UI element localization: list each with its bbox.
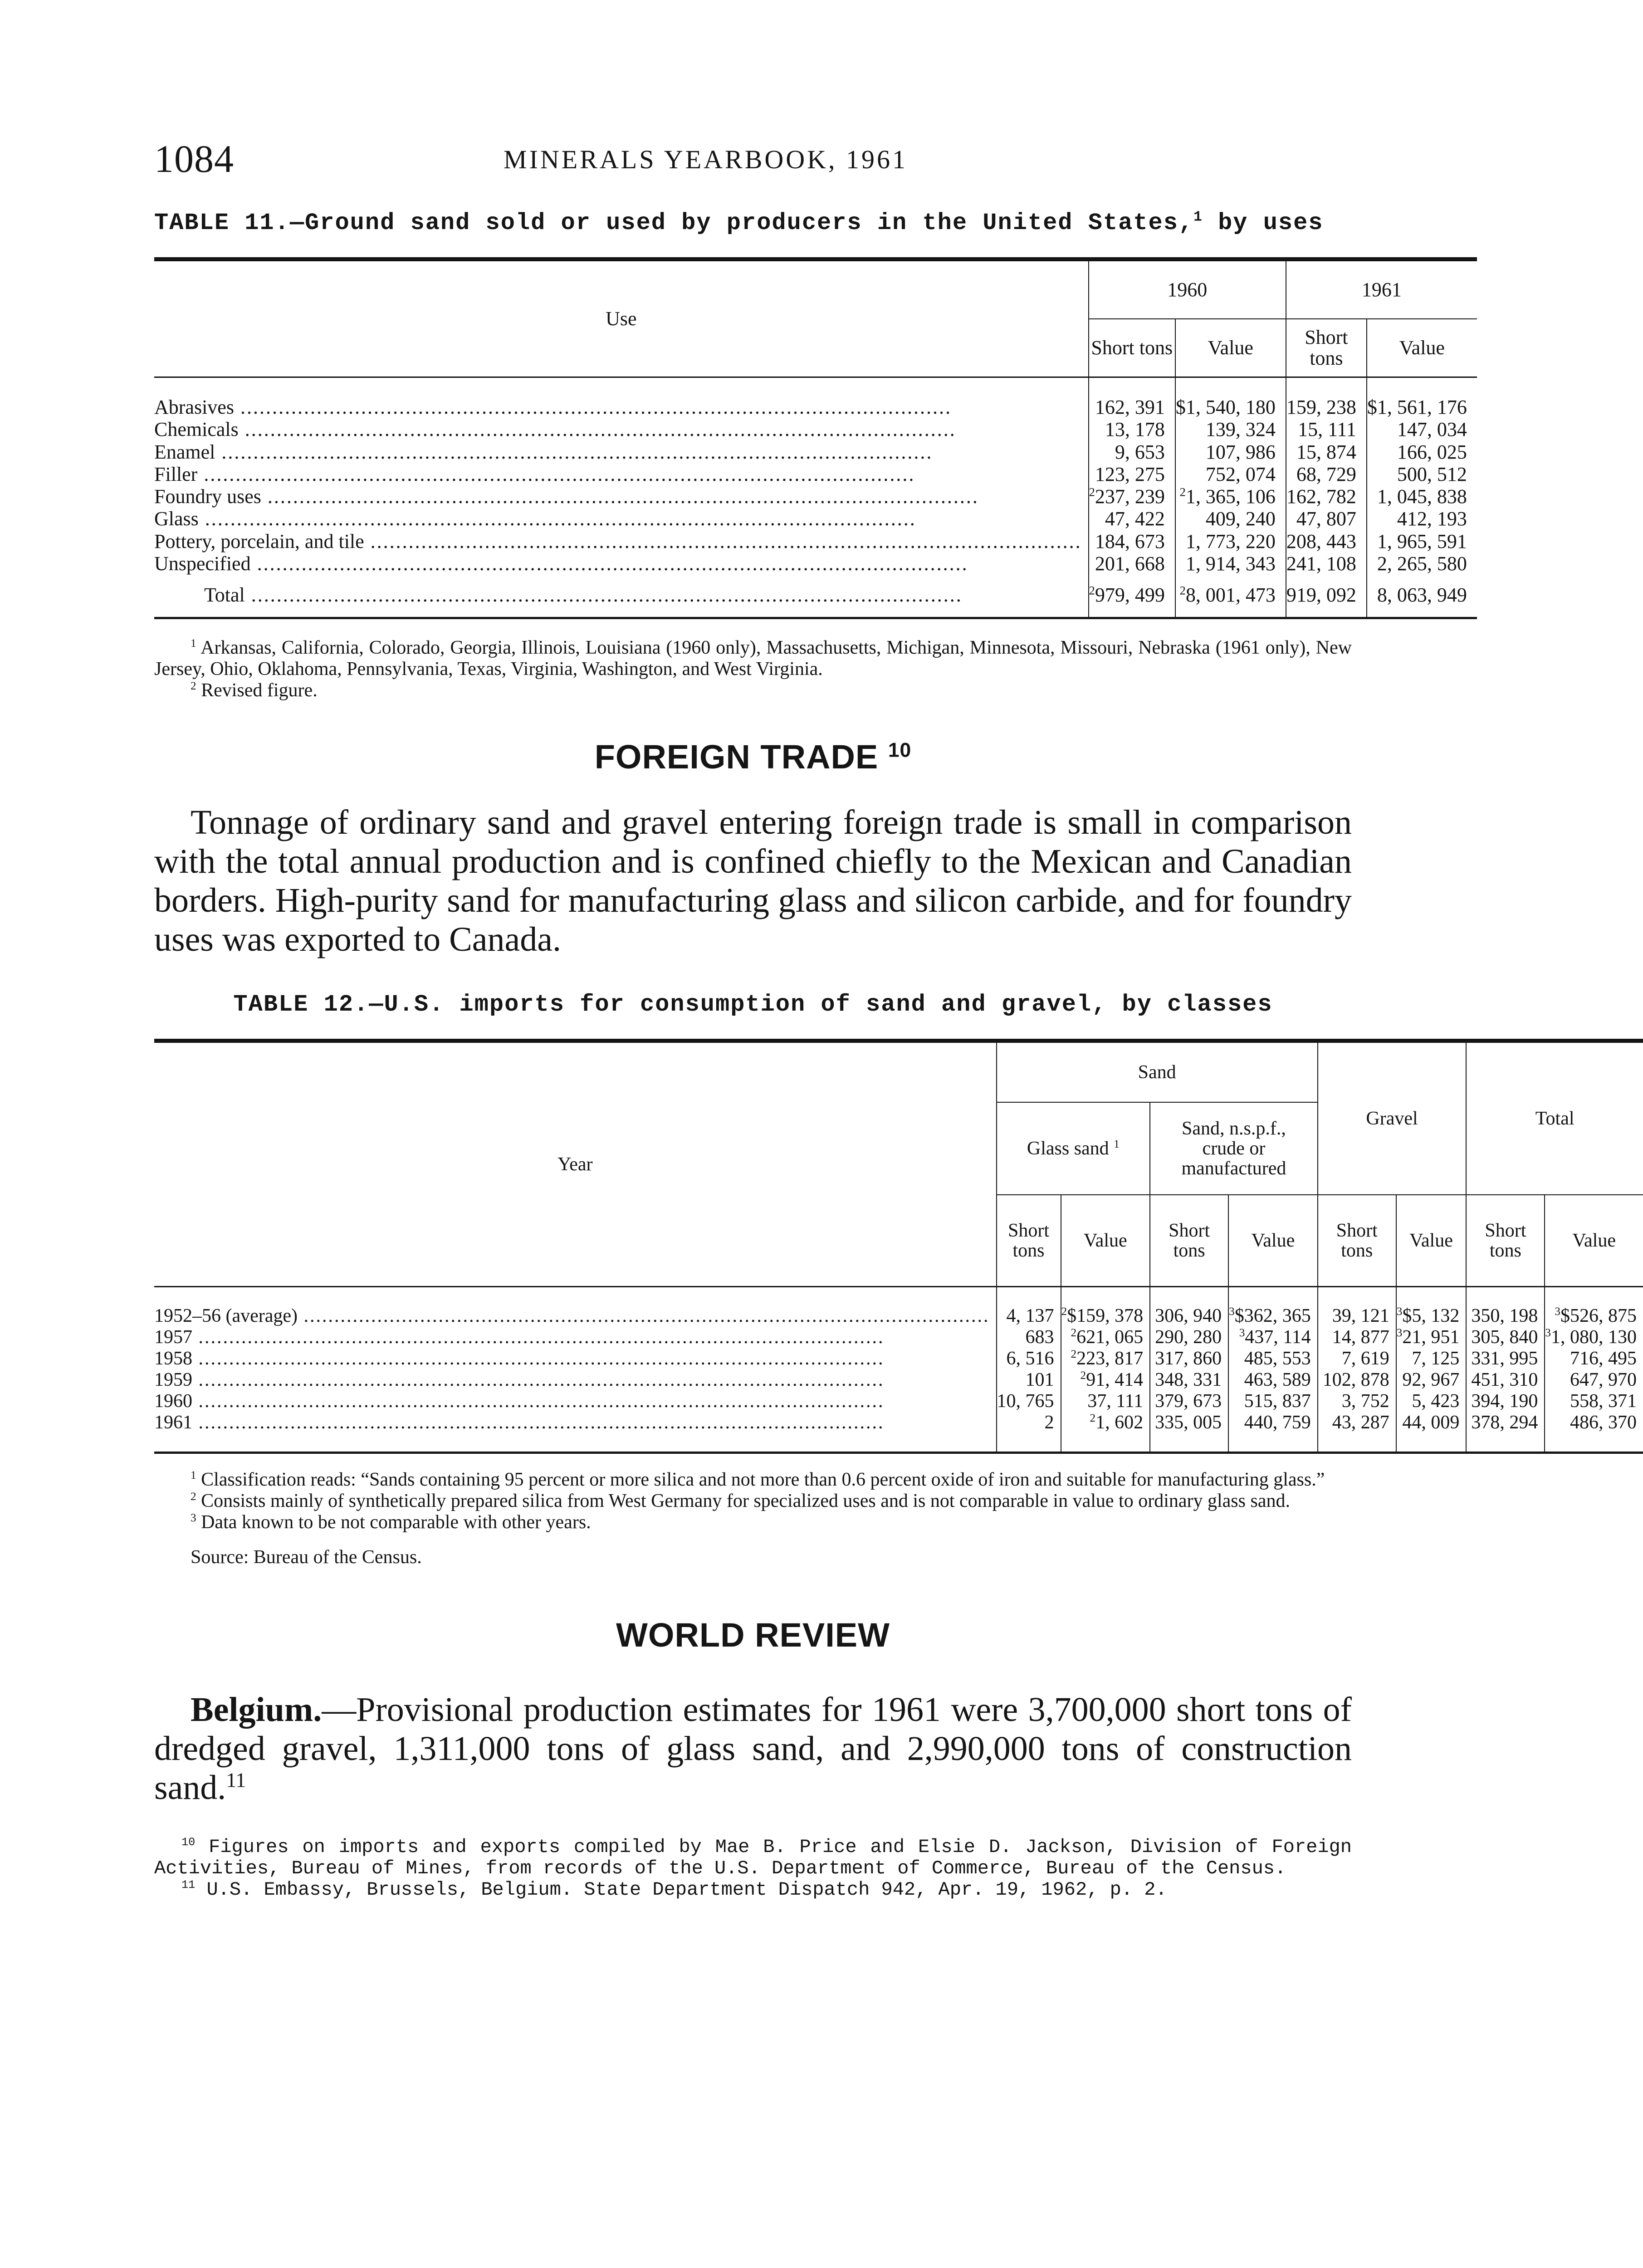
- world-review-heading: WORLD REVIEW: [616, 1616, 890, 1654]
- table-11: [154, 257, 1477, 619]
- table-12-footnotes: [154, 1469, 1352, 1568]
- table-12-title: TABLE 12.—U.S. imports for consumption of sand and gravel, by classes: [233, 991, 1273, 1018]
- footnote-ref: 10: [888, 739, 912, 762]
- table-row: Pottery, porcelain, and tile ..... 184, 673 1, 773, 220 208, 443 1, 965, 591: [154, 530, 1477, 552]
- col-value: Value: [1061, 1195, 1150, 1287]
- table-row: Enamel ..... 9, 653 107, 986 15, 874 166, 025: [154, 441, 1477, 463]
- col-short-tons: Short tons: [1286, 319, 1367, 377]
- table-row: Filler ..... 123, 275 752, 074 68, 729 500, 512: [154, 463, 1477, 485]
- col-1960: 1960: [1089, 259, 1286, 319]
- footnote: $^1$ Arkansas, California, Colorado, Georgia, Illinois, Louisiana (1960 only), Massachusetts, Michigan, Minnesota, Missouri, Nebraska (1961 only), New Jersey, Ohio, Oklahoma, Pennsylvania, Texas, Virginia, Washington, and West Virginia.: [154, 637, 1352, 680]
- col-1961: 1961: [1286, 259, 1477, 319]
- table-row: Foundry uses ..... $^2$237, 239 $^2$1, 365, 106 162, 782 1, 045, 838: [154, 485, 1477, 508]
- foreign-trade-heading: FOREIGN TRADE $^{10}$: [594, 738, 912, 776]
- table-row: Abrasives ..... 162, 391 $1, 540, 180 159, 238 $1, 561, 176: [154, 396, 1477, 418]
- footnote-ref: 11: [226, 1768, 246, 1792]
- table-row: 1952–56 (average) ..... 4, 137 $^2$\$159, 378 306, 940 $^3$\$362, 365 39, 121 $^3$\$5, 132 350, 198 $^3$\$526, 875: [154, 1305, 1643, 1327]
- col-sand: Sand: [997, 1041, 1318, 1102]
- table-11-footnotes: [154, 637, 1352, 701]
- col-gravel: Gravel: [1318, 1041, 1467, 1195]
- col-use: Use: [154, 259, 1089, 377]
- footnote: $^{11}$ U.S. Embassy, Brussels, Belgium. State Department Dispatch 942, Apr. 19, 1962, p. 2.: [181, 1878, 1167, 1901]
- col-year: Year: [154, 1041, 997, 1286]
- table-row: 1961 ..... 2 $^2$1, 602 335, 005 440, 759 43, 287 44, 009 378, 294 486, 370: [154, 1412, 1643, 1433]
- table-row: 1958 ..... 6, 516 $^2$223, 817 317, 860 485, 553 7, 619 7, 125 331, 995 716, 495: [154, 1348, 1643, 1369]
- running-title: MINERALS YEARBOOK, 1961: [504, 145, 908, 174]
- running-head: [154, 136, 1352, 186]
- col-short-tons: Short tons: [1466, 1195, 1545, 1287]
- col-value: Value: [1175, 319, 1286, 377]
- col-value: Value: [1228, 1195, 1318, 1287]
- footnote-ref: 1: [1193, 209, 1203, 225]
- col-glass-sand: Glass sand $^1$: [997, 1102, 1150, 1195]
- belgium-paragraph: Belgium.—Provisional production estimates for 1961 were 3,700,000 short tons of dredged gravel, 1,311,000 tons of glass sand, and 2,990,000 tons of construction sand.$^{11}$: [154, 1691, 1352, 1807]
- footnote: $^3$ Data known to be not comparable with other years.: [191, 1512, 591, 1533]
- col-value: Value: [1545, 1195, 1643, 1287]
- table-12: [154, 1039, 1643, 1454]
- table-row: Glass ..... 47, 422 409, 240 47, 807 412, 193: [154, 508, 1477, 530]
- footnote: $^{10}$ Figures on imports and exports compiled by Mae B. Price and Elsie D. Jackson, Division of Foreign Activities, Bureau of Mines, from records of the U.S. Department of Commerce, Bureau of the Census.: [154, 1835, 1352, 1879]
- page-footnotes: [154, 1837, 1352, 1901]
- table-row: 1959 ..... 101 $^2$91, 414 348, 331 463, 589 102, 878 92, 967 451, 310 647, 970: [154, 1369, 1643, 1391]
- table-source: Source: Bureau of the Census.: [191, 1547, 422, 1568]
- col-short-tons: Short tons: [1318, 1195, 1396, 1287]
- table-11-title: TABLE 11.—Ground sand sold or used by producers in the United States,$^1$ by uses: [154, 209, 1324, 236]
- col-value: Value: [1396, 1195, 1467, 1287]
- page-number: 1084: [154, 137, 234, 181]
- col-total: Total: [1466, 1041, 1643, 1195]
- col-value: Value: [1367, 319, 1477, 377]
- belgium-label: Belgium.: [191, 1691, 322, 1729]
- foreign-trade-paragraph: Tonnage of ordinary sand and gravel entering foreign trade is small in comparison with the total annual production and is confined chiefly to the Mexican and Canadian borders. High-purity sand for manufacturing glass and silicon carbide, and for foundry uses was exported to Canada.: [154, 803, 1352, 959]
- page: [154, 136, 1637, 1901]
- col-short-tons: Short tons: [1150, 1195, 1228, 1287]
- footnote: $^2$ Revised figure.: [191, 680, 318, 701]
- total-row: Total ..... $^2$979, 499 $^2$8, 001, 473 919, 092 8, 063, 949: [154, 575, 1477, 618]
- footnote: $^2$ Consists mainly of synthetically prepared silica from West Germany for specialized uses and is not comparable in value to ordinary glass sand.: [191, 1491, 1290, 1512]
- table-row: 1957 ..... 683 $^2$621, 065 290, 280 $^3$437, 114 14, 877 $^3$21, 951 305, 840 $^3$1, 080, 130: [154, 1327, 1643, 1348]
- col-sand-nspf: Sand, n.s.p.f., crude or manufactured: [1150, 1102, 1318, 1195]
- table-row: 1960 ..... 10, 765 37, 111 379, 673 515, 837 3, 752 5, 423 394, 190 558, 371: [154, 1391, 1643, 1412]
- col-short-tons: Short tons: [1089, 319, 1175, 377]
- table-row: Unspecified ..... 201, 668 1, 914, 343 241, 108 2, 265, 580: [154, 552, 1477, 575]
- table-row: Chemicals ..... 13, 178 139, 324 15, 111 147, 034: [154, 418, 1477, 440]
- col-short-tons: Short tons: [997, 1195, 1061, 1287]
- footnote: $^1$ Classification reads: “Sands containing 95 percent or more silica and not more than 0.6 percent oxide of iron and suitable for manufacturing glass.”: [191, 1469, 1325, 1491]
